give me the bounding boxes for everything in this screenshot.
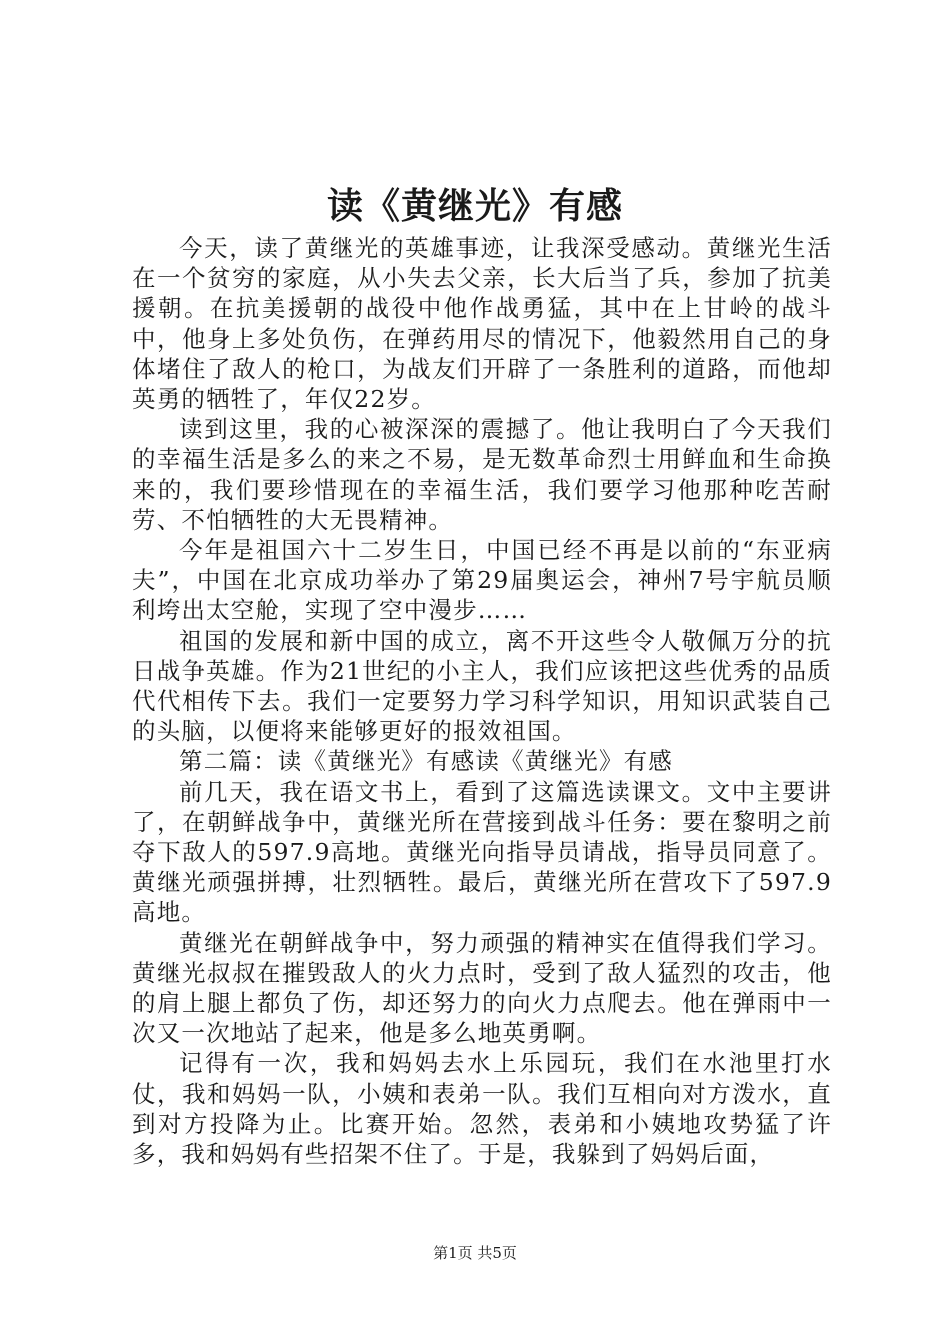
paragraph: 今年是祖国六十二岁生日，中国已经不再是以前的“东亚病夫”，中国在北京成功举办了第29届奥运会，神州7号宇航员顺利垮出太空舱，实现了空中漫步…… (132, 536, 832, 625)
paragraph: 前几天，我在语文书上，看到了这篇选读课文。文中主要讲了，在朝鲜战争中，黄继光所在营接到战斗任务：要在黎明之前夺下敌人的597.9高地。黄继光向指导员请战，指导员同意了。黄继光顽强拼搏，壮烈牺牲。最后，黄继光所在营攻下了597.9高地。 (132, 777, 832, 927)
page-number-footer: 第1页 共5页 (433, 1244, 517, 1262)
paragraph: 今天，读了黄继光的英雄事迹，让我深受感动。黄继光生活在一个贫穷的家庭，从小失去父亲，长大后当了兵，参加了抗美援朝。在抗美援朝的战役中他作战勇猛，其中在上甘岭的战斗中，他身上多处负伤，在弹药用尽的情况下，他毅然用自己的身体堵住了敌人的枪口，为战友们开辟了一条胜利的道路，而他却英勇的牺牲了，年仅22岁。 (132, 234, 832, 414)
paragraph: 黄继光在朝鲜战争中，努力顽强的精神实在值得我们学习。黄继光叔叔在摧毁敌人的火力点时，受到了敌人猛烈的攻击，他的肩上腿上都负了伤，却还努力的向火力点爬去。他在弹雨中一次又一次地站了起来，他是多么地英勇啊。 (132, 928, 832, 1048)
paragraph: 祖国的发展和新中国的成立，离不开这些令人敬佩万分的抗日战争英雄。作为21世纪的小主人，我们应该把这些优秀的品质代代相传下去。我们一定要努力学习科学知识，用知识武装自己的头脑，以便将来能够更好的报效祖国。 (132, 626, 832, 746)
document-body (132, 233, 832, 1169)
paragraph: 读到这里，我的心被深深的震撼了。他让我明白了今天我们的幸福生活是多么的来之不易，是无数革命烈士用鲜血和生命换来的，我们要珍惜现在的幸福生活，我们要学习他那种吃苦耐劳、不怕牺牲的大无畏精神。 (132, 415, 832, 534)
document-title: 读《黄继光》有感 (326, 185, 623, 227)
section-heading: 第二篇：读《黄继光》有感读《黄继光》有感 (179, 747, 673, 776)
paragraph: 记得有一次，我和妈妈去水上乐园玩，我们在水池里打水仗，我和妈妈一队，小姨和表弟一队。我们互相向对方泼水，直到对方投降为止。比赛开始。忽然，表弟和小姨地攻势猛了许多，我和妈妈有些招架不住了。于是，我躲到了妈妈后面， (132, 1049, 832, 1169)
